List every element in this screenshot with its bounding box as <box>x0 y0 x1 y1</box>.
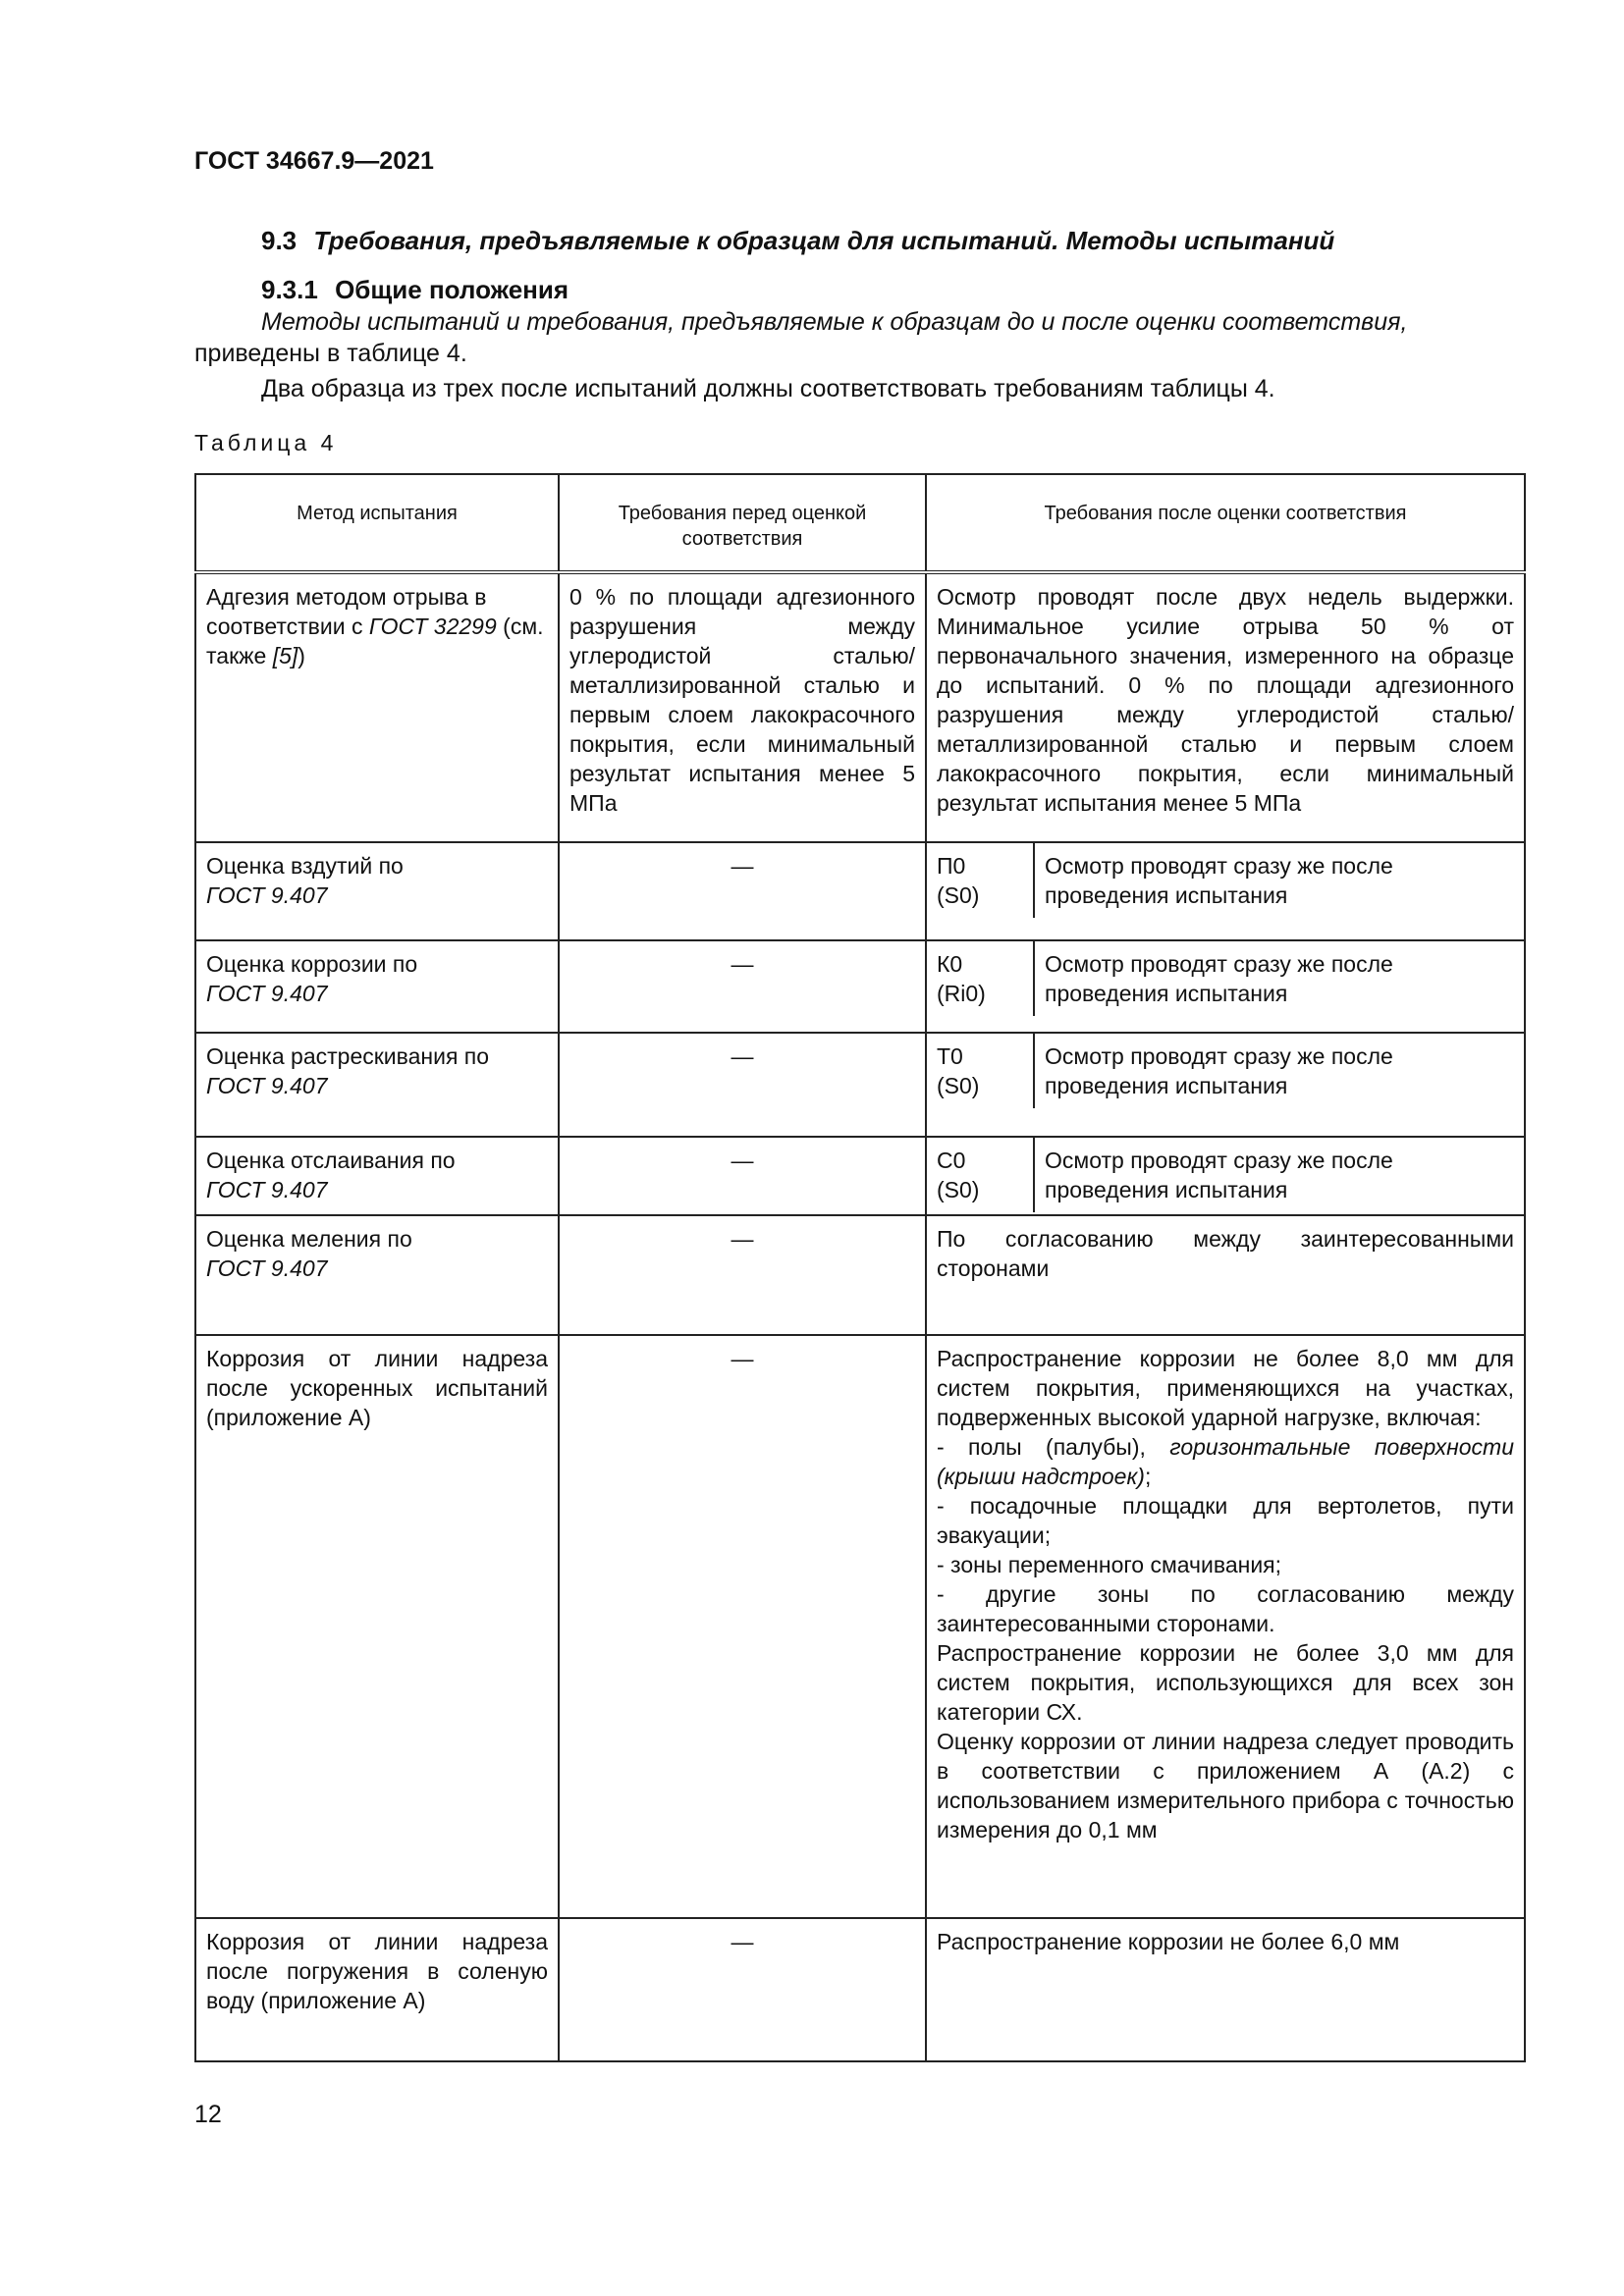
table-header-row <box>195 474 1525 572</box>
before-cell: — <box>559 1137 926 1215</box>
subsection-title: Общие положения <box>335 275 569 304</box>
section-number: 9.3 <box>261 226 298 255</box>
page-number: 12 <box>194 2101 222 2128</box>
table-caption: Таблица 4 <box>194 430 338 455</box>
paragraph-methods <box>194 306 1522 369</box>
method-cell: Оценка коррозии по ГОСТ 9.407 <box>195 940 559 1033</box>
method-cell: Оценка отслаивания по ГОСТ 9.407 <box>195 1137 559 1215</box>
table-row <box>195 1335 1525 1918</box>
before-cell: — <box>559 1215 926 1335</box>
after-cell <box>926 1033 1525 1137</box>
header-after: Требования после оценки соответствия <box>926 474 1525 572</box>
result-code: К0 (Ri0) <box>927 941 1035 1016</box>
result-code: Т0 (S0) <box>927 1034 1035 1108</box>
after-cell: Распространение коррозии не более 8,0 мм для систем покрытия, применяющихся на участках, подверженных высокой ударной нагрузке, включая: - полы (палубы), горизонтальные поверхности (крыши надстроек); - посадочные площадки для вертолетов, пути эвакуации; - зоны переменного смачивания; - другие зоны по согласованию между заинтересованными сторонами. Распространение коррозии не более 3,0 мм для систем покрытия, использующихся для всех зон категории СХ. Оценку коррозии от линии надреза следует проводить в соответствии с приложением А (А.2) с использованием измерительного прибора с точностью измерения до 0,1 мм <box>926 1335 1525 1918</box>
paragraph-methods-italic: Методы испытаний и требования, предъявляемые к образцам до и после оценки соответствия, <box>261 308 1408 336</box>
before-cell: — <box>559 1335 926 1918</box>
table-row <box>195 842 1525 940</box>
before-cell: 0 % по площади адгезионного разрушения между углеродистой сталью/металлизированной сталью и первым слоем лакокрасочного покрытия, если минимальный результат испытания менее 5 МПа <box>559 572 926 842</box>
method-cell: Коррозия от линии надреза после ускоренных испытаний (приложение А) <box>195 1335 559 1918</box>
header-method: Метод испытания <box>195 474 559 572</box>
after-cell <box>926 842 1525 940</box>
after-cell <box>926 940 1525 1033</box>
result-note: Осмотр проводят сразу же после проведения испытания <box>1045 951 1393 1006</box>
method-cell: Оценка растрескивания по ГОСТ 9.407 <box>195 1033 559 1137</box>
result-code: С0 (S0) <box>927 1138 1035 1212</box>
section-heading <box>261 226 1334 256</box>
requirements-table <box>194 473 1526 2062</box>
table-row <box>195 1918 1525 2061</box>
section-title: Требования, предъявляемые к образцам для испытаний. Методы испытаний <box>313 226 1335 255</box>
subsection-heading <box>261 275 568 305</box>
method-cell: Коррозия от линии надреза после погружения в соленую воду (приложение А) <box>195 1918 559 2061</box>
after-cell: Осмотр проводят после двух недель выдержки. Минимальное усилие отрыва 50 % от первоначального значения, измеренного на образце до испытаний. 0 % по площади адгезионного разрушения между углеродистой сталью/металлизированной сталью и первым слоем лакокрасочного покрытия, если минимальный результат испытания менее 5 МПа <box>926 572 1525 842</box>
before-cell: — <box>559 842 926 940</box>
table-row <box>195 1033 1525 1137</box>
table-row <box>195 1215 1525 1335</box>
paragraph-samples: Два образца из трех после испытаний должны соответствовать требованиям таблицы 4. <box>261 375 1275 402</box>
after-cell <box>926 1137 1525 1215</box>
paragraph-methods-rest: приведены в таблице 4. <box>194 340 467 367</box>
result-note: Осмотр проводят сразу же после проведения испытания <box>1045 1043 1393 1098</box>
result-code: П0 (S0) <box>927 843 1035 918</box>
table-row <box>195 1137 1525 1215</box>
standard-header: ГОСТ 34667.9—2021 <box>194 147 434 175</box>
result-note: Осмотр проводят сразу же после проведения испытания <box>1045 1148 1393 1202</box>
table-row <box>195 940 1525 1033</box>
before-cell: — <box>559 940 926 1033</box>
method-cell: Адгезия методом отрыва в соответствии с ГОСТ 32299 (см. также [5]) <box>195 572 559 842</box>
method-cell: Оценка вздутий по ГОСТ 9.407 <box>195 842 559 940</box>
result-note: Осмотр проводят сразу же после проведения испытания <box>1045 853 1393 908</box>
after-cell: По согласованию между заинтересованными сторонами <box>926 1215 1525 1335</box>
table-row <box>195 572 1525 842</box>
before-cell: — <box>559 1918 926 2061</box>
before-cell: — <box>559 1033 926 1137</box>
header-before: Требования перед оценкой соответствия <box>559 474 926 572</box>
subsection-number: 9.3.1 <box>261 275 318 304</box>
method-cell: Оценка меления по ГОСТ 9.407 <box>195 1215 559 1335</box>
after-cell: Распространение коррозии не более 6,0 мм <box>926 1918 1525 2061</box>
